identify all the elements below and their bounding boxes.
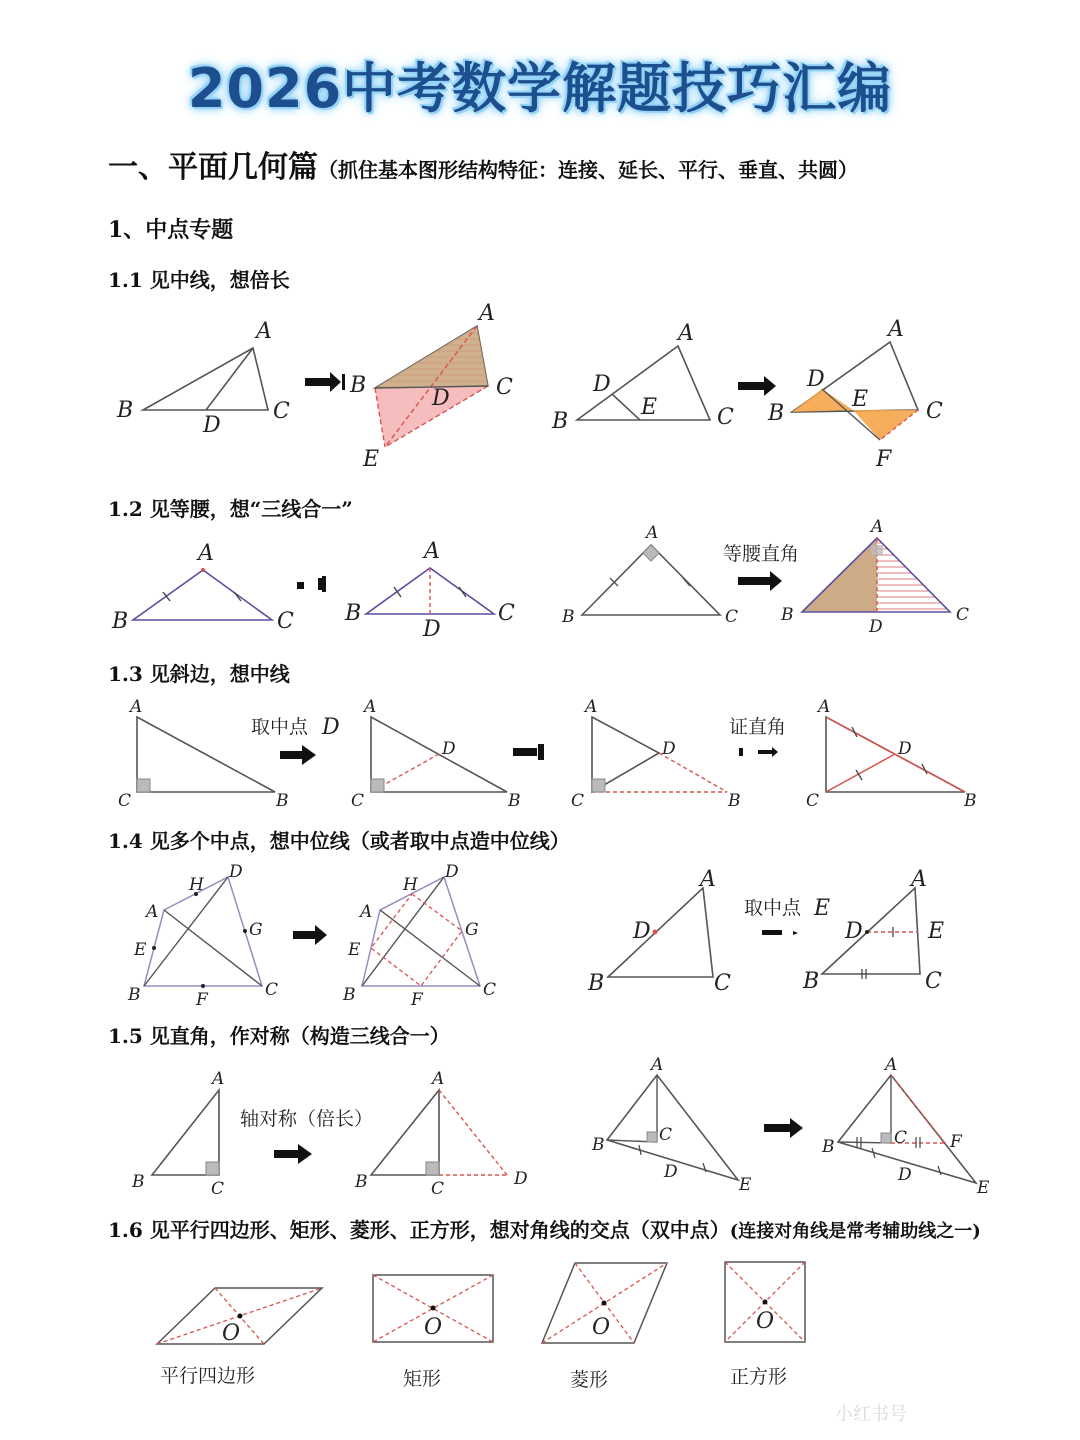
label-C: C bbox=[277, 609, 294, 634]
fig-1-3-b bbox=[351, 697, 521, 811]
label-A: A bbox=[424, 539, 440, 564]
label-E: E bbox=[348, 940, 361, 960]
label-C: C bbox=[659, 1125, 673, 1145]
label-G: G bbox=[465, 920, 479, 940]
label-F: F bbox=[876, 447, 892, 472]
shape-square bbox=[725, 1262, 805, 1388]
label-A: A bbox=[888, 317, 904, 342]
subsection-1-6-note: (连接对角线是常考辅助线之一) bbox=[729, 1221, 981, 1242]
label-C: C bbox=[431, 1179, 445, 1199]
arrow-1-5-a bbox=[274, 1144, 312, 1164]
label-E: E bbox=[739, 1175, 752, 1195]
label-B: B bbox=[562, 607, 575, 627]
fig-1-2-a bbox=[111, 541, 294, 634]
label-A: A bbox=[678, 321, 694, 346]
arrow-1-2-b bbox=[738, 571, 782, 591]
label-F: F bbox=[950, 1132, 962, 1152]
label-C: C bbox=[925, 969, 942, 994]
label-B: B bbox=[822, 1137, 835, 1157]
fig-1-3-d bbox=[806, 697, 977, 811]
label-D: D bbox=[807, 367, 825, 392]
caption-rectangle: 矩形 bbox=[403, 1368, 442, 1390]
label-G: G bbox=[249, 920, 263, 940]
label-O: O bbox=[424, 1315, 443, 1340]
caption-square: 正方形 bbox=[730, 1366, 788, 1388]
label-D: D bbox=[442, 739, 456, 759]
label-C: C bbox=[894, 1128, 908, 1148]
label-D: D bbox=[514, 1169, 528, 1189]
label-C: C bbox=[265, 980, 279, 1000]
label-A: A bbox=[479, 301, 495, 326]
label-A: A bbox=[198, 541, 214, 566]
label-H: H bbox=[189, 875, 204, 895]
label-C: C bbox=[956, 605, 970, 625]
annotation-take-midpoint-d bbox=[251, 715, 340, 740]
watermark: 小红书号 bbox=[835, 1404, 907, 1425]
fig-1-4-b bbox=[342, 862, 496, 1010]
label-F: F bbox=[196, 990, 208, 1010]
label-A: A bbox=[432, 1069, 445, 1089]
label-E: E bbox=[852, 387, 869, 412]
label-B: B bbox=[592, 1135, 605, 1155]
annotation-isosceles-right: 等腰直角 bbox=[723, 543, 800, 565]
label-A: A bbox=[818, 697, 831, 717]
label-A: A bbox=[871, 517, 884, 537]
label-D: D bbox=[869, 617, 883, 637]
annotation-var: E bbox=[814, 896, 831, 921]
label-E: E bbox=[134, 940, 147, 960]
label-D: D bbox=[664, 1162, 678, 1182]
label-B: B bbox=[128, 985, 141, 1005]
fig-1-1-a bbox=[116, 319, 290, 438]
label-E: E bbox=[977, 1178, 990, 1198]
label-B: B bbox=[728, 791, 741, 811]
caption-rhombus: 菱形 bbox=[570, 1369, 609, 1391]
fig-1-3-c bbox=[571, 697, 741, 811]
arrow-1-4-b bbox=[762, 930, 798, 935]
annotation-text: 取中点 bbox=[744, 897, 802, 919]
topic-heading: 1、中点专题 bbox=[108, 217, 234, 243]
subsection-1-2: 1.2 见等腰，想“三线合一” bbox=[108, 497, 353, 521]
subsection-1-1: 1.1 见中线，想倍长 bbox=[108, 268, 290, 292]
label-D: D bbox=[593, 372, 611, 397]
label-E: E bbox=[363, 447, 380, 472]
fig-1-4-d bbox=[802, 867, 944, 994]
label-B: B bbox=[803, 969, 820, 994]
label-C: C bbox=[725, 607, 739, 627]
annotation-axial-symmetry: 轴对称（倍长） bbox=[240, 1108, 374, 1130]
annotation-var: D bbox=[322, 715, 340, 740]
label-C: C bbox=[118, 791, 132, 811]
label-A: A bbox=[585, 697, 598, 717]
arrow-1-3-a bbox=[280, 745, 316, 765]
label-B: B bbox=[964, 791, 977, 811]
page-title: 2026中考数学解题技巧汇编 bbox=[187, 57, 893, 120]
label-A: A bbox=[364, 697, 377, 717]
label-B: B bbox=[781, 605, 794, 625]
label-E: E bbox=[641, 395, 658, 420]
label-A: A bbox=[646, 523, 659, 543]
arrow-1-4-a bbox=[293, 925, 327, 945]
label-O: O bbox=[756, 1309, 775, 1334]
fig-1-4-c bbox=[587, 867, 731, 996]
label-D: D bbox=[203, 413, 221, 438]
label-A: A bbox=[256, 319, 272, 344]
label-D: D bbox=[845, 919, 863, 944]
label-D: D bbox=[423, 617, 441, 642]
arrow-1-1-b bbox=[738, 376, 776, 396]
arrow-1-2-a bbox=[297, 576, 326, 592]
shape-parallelogram bbox=[157, 1288, 322, 1387]
label-D: D bbox=[633, 919, 651, 944]
annotation-take-midpoint-e bbox=[744, 896, 830, 921]
arrow-1-3-c bbox=[739, 747, 778, 757]
arrow-1-3-b bbox=[513, 744, 544, 760]
label-C: C bbox=[483, 980, 497, 1000]
annotation-text: 取中点 bbox=[251, 716, 309, 738]
label-A: A bbox=[651, 1055, 664, 1075]
label-B: B bbox=[343, 985, 356, 1005]
label-B: B bbox=[355, 1172, 368, 1192]
label-B: B bbox=[132, 1172, 145, 1192]
label-C: C bbox=[496, 375, 513, 400]
label-B: B bbox=[345, 601, 362, 626]
subsection-1-5: 1.5 见直角，作对称（构造三线合一） bbox=[108, 1024, 450, 1048]
label-B: B bbox=[552, 409, 569, 434]
shape-rectangle bbox=[373, 1275, 493, 1390]
label-A: A bbox=[146, 902, 159, 922]
label-D: D bbox=[445, 862, 459, 882]
label-C: C bbox=[926, 399, 943, 424]
label-B: B bbox=[350, 373, 367, 398]
label-C: C bbox=[717, 405, 734, 430]
fig-1-1-d bbox=[767, 317, 943, 472]
caption-parallelogram: 平行四边形 bbox=[160, 1365, 256, 1387]
fig-1-1-b bbox=[349, 301, 513, 472]
label-D: D bbox=[662, 739, 676, 759]
label-A: A bbox=[700, 867, 716, 892]
section-main: 一、平面几何篇 bbox=[108, 150, 318, 185]
fig-1-4-a bbox=[127, 862, 278, 1010]
label-C: C bbox=[806, 791, 820, 811]
label-O: O bbox=[592, 1315, 611, 1340]
label-E: E bbox=[928, 919, 945, 944]
label-A: A bbox=[911, 867, 927, 892]
label-A: A bbox=[885, 1055, 898, 1075]
label-D: D bbox=[229, 862, 243, 882]
label-H: H bbox=[403, 875, 418, 895]
label-A: A bbox=[360, 902, 373, 922]
label-B: B bbox=[588, 971, 605, 996]
label-A: A bbox=[212, 1069, 225, 1089]
label-D: D bbox=[898, 1165, 912, 1185]
label-D: D bbox=[432, 386, 450, 411]
label-B: B bbox=[112, 609, 129, 634]
annotation-prove-right-angle: 证直角 bbox=[729, 716, 787, 738]
label-C: C bbox=[211, 1179, 225, 1199]
label-C: C bbox=[273, 399, 290, 424]
fig-1-1-c bbox=[551, 321, 734, 434]
label-B: B bbox=[508, 791, 521, 811]
fig-1-5-b bbox=[354, 1069, 528, 1199]
label-B: B bbox=[117, 398, 134, 423]
label-F: F bbox=[411, 990, 423, 1010]
label-C: C bbox=[571, 791, 585, 811]
subsection-1-3: 1.3 见斜边，想中线 bbox=[108, 662, 290, 686]
subsection-1-6-text: 1.6 见平行四边形、矩形、菱形、正方形，想对角线的交点（双中点） bbox=[108, 1218, 730, 1242]
arrow-1-5-b bbox=[764, 1118, 803, 1138]
fig-1-2-d bbox=[780, 517, 969, 637]
arrow-1-1-a bbox=[305, 372, 345, 392]
label-D: D bbox=[898, 739, 912, 759]
label-O: O bbox=[222, 1321, 241, 1346]
fig-1-5-c bbox=[591, 1055, 752, 1195]
label-B: B bbox=[768, 401, 785, 426]
fig-1-3-a bbox=[118, 697, 289, 811]
fig-1-2-c bbox=[561, 523, 738, 627]
label-B: B bbox=[276, 791, 289, 811]
label-C: C bbox=[498, 601, 515, 626]
fig-1-5-d bbox=[821, 1055, 990, 1198]
shape-rhombus bbox=[542, 1263, 667, 1391]
label-C: C bbox=[714, 971, 731, 996]
label-C: C bbox=[351, 791, 365, 811]
fig-1-2-b bbox=[344, 539, 515, 642]
label-A: A bbox=[130, 697, 143, 717]
subsection-1-4: 1.4 见多个中点，想中位线（或者取中点造中位线） bbox=[108, 829, 570, 853]
fig-1-5-a bbox=[131, 1069, 224, 1199]
section-sub: （抓住基本图形结构特征：连接、延长、平行、垂直、共圆） bbox=[318, 158, 858, 182]
